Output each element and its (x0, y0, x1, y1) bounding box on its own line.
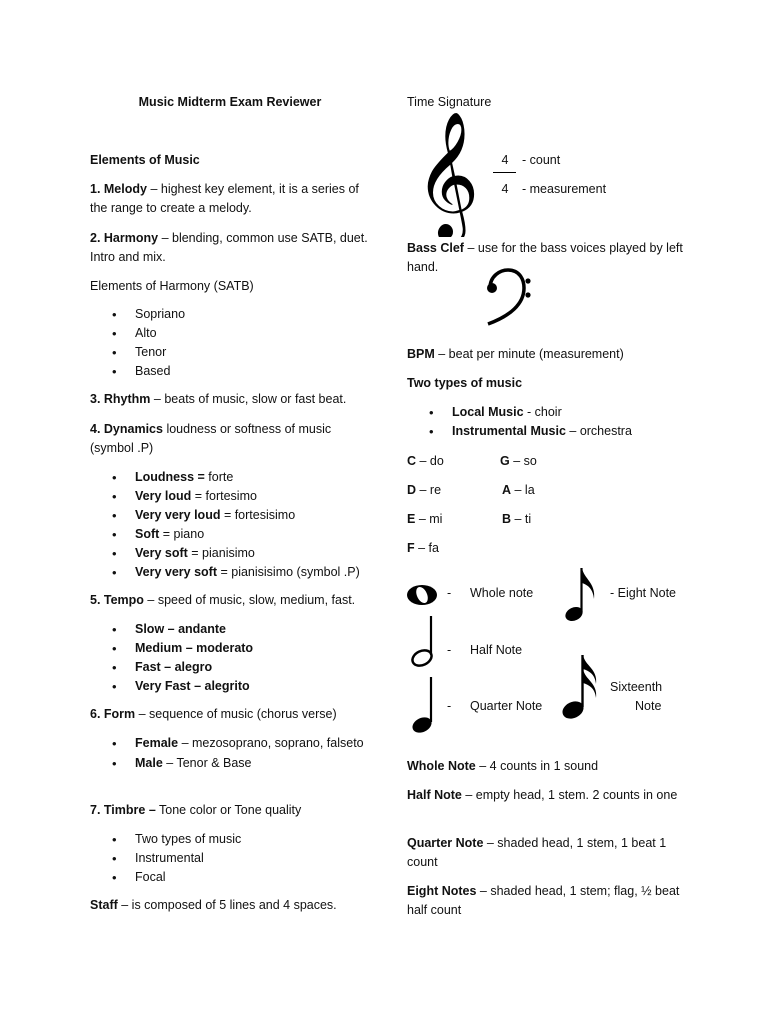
sixteenth-note-icon (558, 652, 602, 722)
quarter-note-label: Quarter Note (470, 699, 543, 713)
list-item: • Female – mezosoprano, soprano, falseto (90, 734, 370, 753)
list-item: • Medium – moderato (90, 639, 370, 658)
time-signature-bottom: 4 (501, 182, 509, 196)
quarter-note-icon (406, 675, 440, 735)
list-item: • Very loud = fortesimo (90, 487, 370, 506)
solfege-a: A – la (502, 483, 535, 497)
fraction-line (493, 172, 516, 173)
time-signature-heading: Time Signature (407, 95, 492, 109)
half-note-label: Half Note (470, 643, 523, 657)
quarter-note-dash: - (447, 699, 452, 713)
harmony-elements-heading: Elements of Harmony (SATB) (90, 279, 254, 293)
bass-clef-icon (482, 268, 532, 326)
form-list (90, 734, 370, 773)
list-item: • Very soft = pianisimo (90, 544, 370, 563)
section-heading: Elements of Music (90, 153, 200, 167)
two-types-list (407, 403, 687, 441)
list-item: • Sopriano (90, 305, 370, 324)
bass-clef-paragraph: Bass Clef – use for the bass voices played by left hand. (407, 241, 683, 274)
whole-note-label: Whole note (470, 586, 534, 600)
bpm-paragraph: BPM – beat per minute (measurement) (407, 347, 624, 361)
solfege-e: E – mi (407, 512, 443, 526)
list-item: • Local Music - choir (407, 403, 687, 422)
list-item: • Focal (90, 868, 370, 887)
whole-note-dash: - (447, 586, 452, 600)
treble-clef-icon (412, 112, 482, 237)
solfege-b: B – ti (502, 512, 532, 526)
list-item: • Tenor (90, 343, 370, 362)
timbre-paragraph: 7. Timbre – Tone color or Tone quality (90, 803, 302, 817)
solfege-c: C – do (407, 454, 444, 468)
list-item: • Fast – alegro (90, 658, 370, 677)
timbre-list (90, 830, 370, 887)
list-item: • Very Fast – alegrito (90, 677, 370, 696)
eighth-note-label: - Eight Note (610, 586, 677, 600)
sixteenth-note-label-2: Note (635, 699, 662, 713)
solfege-d: D – re (407, 483, 442, 497)
list-item: • Male – Tenor & Base (90, 754, 370, 773)
count-label: - count (522, 153, 561, 167)
list-item: • Loudness = forte (90, 468, 370, 487)
list-item: • Slow – andante (90, 620, 370, 639)
harmony-paragraph: 2. Harmony – blending, common use SATB, duet. Intro and mix. (90, 231, 368, 264)
whole-note-icon (404, 582, 440, 608)
half-note-dash: - (447, 643, 452, 657)
half-note-icon (406, 614, 440, 668)
list-item: • Instrumental Music – orchestra (407, 422, 687, 441)
rhythm-paragraph: 3. Rhythm – beats of music, slow or fast beat. (90, 392, 347, 406)
list-item: • Very very loud = fortesisimo (90, 506, 370, 525)
eighth-note-icon (560, 565, 600, 623)
list-item: • Alto (90, 324, 370, 343)
def-whole-note: Whole Note – 4 counts in 1 sound (407, 759, 599, 773)
measurement-label: - measurement (522, 182, 607, 196)
sixteenth-note-label-1: Sixteenth (610, 680, 663, 694)
list-item: • Instrumental (90, 849, 370, 868)
svg-text:𝄞: 𝄞 (414, 112, 480, 237)
dynamics-list (90, 468, 370, 582)
solfege-f: F – fa (407, 541, 439, 555)
solfege-g: G – so (500, 454, 537, 468)
list-item: • Soft = piano (90, 525, 370, 544)
list-item: • Based (90, 362, 370, 381)
def-eight-notes: Eight Notes – shaded head, 1 stem; flag, ½ beat half count (407, 884, 680, 917)
def-half-note: Half Note – empty head, 1 stem. 2 counts in one (407, 788, 678, 802)
form-paragraph: 6. Form – sequence of music (chorus verse) (90, 707, 337, 721)
harmony-elements-list (90, 305, 370, 381)
page-title: Music Midterm Exam Reviewer (138, 95, 322, 109)
time-signature-top: 4 (501, 153, 509, 167)
list-item: • Very very soft = pianisisimo (symbol .P) (90, 563, 370, 582)
dynamics-paragraph: 4. Dynamics loudness or softness of music (symbol .P) (90, 422, 332, 455)
two-types-heading: Two types of music (407, 376, 523, 390)
staff-paragraph: Staff – is composed of 5 lines and 4 spaces. (90, 898, 337, 912)
def-quarter-note: Quarter Note – shaded head, 1 stem, 1 beat 1 count (407, 836, 667, 869)
melody-paragraph: 1. Melody – highest key element, it is a series of the range to create a melody. (90, 182, 359, 215)
list-item: • Two types of music (90, 830, 370, 849)
tempo-paragraph: 5. Tempo – speed of music, slow, medium, fast. (90, 593, 356, 607)
tempo-list (90, 620, 370, 696)
